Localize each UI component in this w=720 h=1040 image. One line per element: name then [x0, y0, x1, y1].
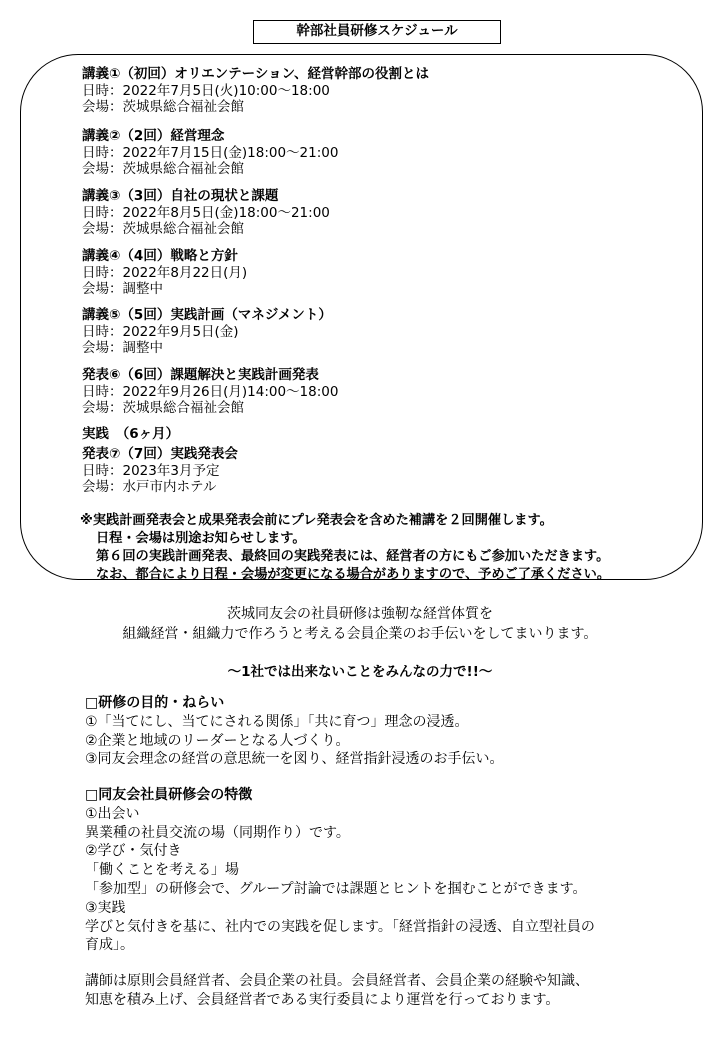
lecture-1	[82, 66, 429, 116]
lecture-date: 日時：2022年8月5日(金)18:00～21:00	[82, 204, 330, 221]
lecture-heading: 講義⑤（5回）実践計画（マネジメント）	[82, 307, 332, 323]
lecture-heading: 発表⑦（7回）実践発表会	[82, 446, 238, 462]
lecture-5	[82, 307, 332, 357]
feature-line: ①出会い	[85, 805, 140, 822]
lecture-date: 日時：2022年9月26日(月)14:00～18:00	[82, 383, 339, 400]
feature-line: 「働くことを考える」場	[85, 862, 239, 879]
feature-line: ③実践	[85, 899, 126, 916]
lecture-date: 日時：2023年3月予定	[82, 462, 220, 479]
purpose-item: ②企業と地域のリーダーとなる人づくり。	[85, 732, 350, 749]
lecture-date: 日時：2022年7月5日(火)10:00～18:00	[82, 82, 330, 99]
lecture-venue: 会場：調整中	[82, 340, 163, 356]
intro-line: 組織経営・組織力で作ろうと考える会員企業のお手伝いをしてまいります。	[122, 626, 598, 642]
lecture-heading: 発表⑥（6回）課題解決と実践計画発表	[82, 367, 319, 383]
features-section	[85, 786, 595, 955]
feature-line: 学びと気付きを基に、社内での実践を促します。「経営指針の浸透、自立型社員の	[85, 918, 595, 935]
note-line: 第６回の実践計画発表、最終回の実践発表には、経営者の方にもご参加いただきます。	[96, 549, 610, 564]
purpose-heading: □研修の目的・ねらい	[85, 695, 225, 711]
lecture-venue: 会場：水戸市内ホテル	[82, 479, 217, 495]
purpose-section	[85, 694, 504, 769]
feature-line: ②学び・気付き	[85, 843, 182, 860]
feature-line: 「参加型」の研修会で、グループ討論では課題とヒントを掴むことができます。	[85, 880, 587, 897]
lecture-3	[82, 188, 330, 238]
note-line: なお、都合により日程・会場が変更になる場合がありますので、予めご了承ください。	[96, 567, 611, 582]
lecture-venue: 会場：茨城県総合福祉会館	[82, 161, 244, 177]
feature-line: 育成」。	[85, 937, 134, 954]
note-line: ※実践計画発表会と成果発表会前にプレ発表会を含めた補講を２回開催します。	[80, 513, 553, 528]
note-line: 日程・会場は別途お知らせします。	[96, 531, 306, 546]
lecturers-line: 講師は原則会員経営者、会員企業の社員。会員経営者、会員企業の経験や知識、	[85, 973, 589, 989]
lecture-heading: 講義②（2回）経営理念	[82, 128, 225, 144]
lecturers-line: 知恵を積み上げ、会員経営者である実行委員により運営を行っております。	[85, 991, 560, 1008]
feature-line: 異業種の社員交流の場（同期作り）です。	[85, 824, 350, 841]
lecture-venue: 会場：茨城県総合福祉会館	[82, 400, 244, 416]
practice-period	[82, 426, 179, 443]
lecturers-section	[85, 972, 589, 1010]
lecture-4	[82, 248, 247, 298]
schedule-title: 幹部社員研修スケジュール	[253, 20, 501, 44]
lecture-date: 日時：2022年9月5日(金)	[82, 323, 239, 340]
purpose-item: ①「当てにし、当てにされる関係」「共に育つ」理念の浸透。	[85, 713, 469, 730]
intro-text	[0, 604, 720, 644]
features-heading: □同友会社員研修会の特徴	[85, 787, 253, 803]
schedule-notes	[80, 512, 610, 584]
lecture-heading: 講義①（初回）オリエンテーション、経営幹部の役割とは	[82, 66, 430, 82]
slogan: ～1社では出来ないことをみんなの力で!!～	[227, 664, 493, 680]
purpose-item: ③同友会理念の経営の意思統一を図り、経営指針浸透のお手伝い。	[85, 751, 504, 768]
lecture-date: 日時：2022年7月15日(金)18:00～21:00	[82, 144, 339, 161]
lecture-7	[82, 446, 238, 496]
lecture-venue: 会場：調整中	[82, 281, 163, 297]
lecture-heading: 講義④（4回）戦略と方針	[82, 248, 238, 264]
lecture-6	[82, 367, 338, 417]
lecture-venue: 会場：茨城県総合福祉会館	[82, 221, 244, 237]
lecture-date: 日時：2022年8月22日(月)	[82, 264, 248, 281]
lecture-venue: 会場：茨城県総合福祉会館	[82, 99, 244, 115]
lecture-2	[82, 128, 338, 178]
intro-line: 茨城同友会の社員研修は強靭な経営体質を	[227, 606, 493, 622]
practice-label: 実践 （6ヶ月）	[82, 426, 180, 442]
lecture-heading: 講義③（3回）自社の現状と課題	[82, 188, 279, 204]
